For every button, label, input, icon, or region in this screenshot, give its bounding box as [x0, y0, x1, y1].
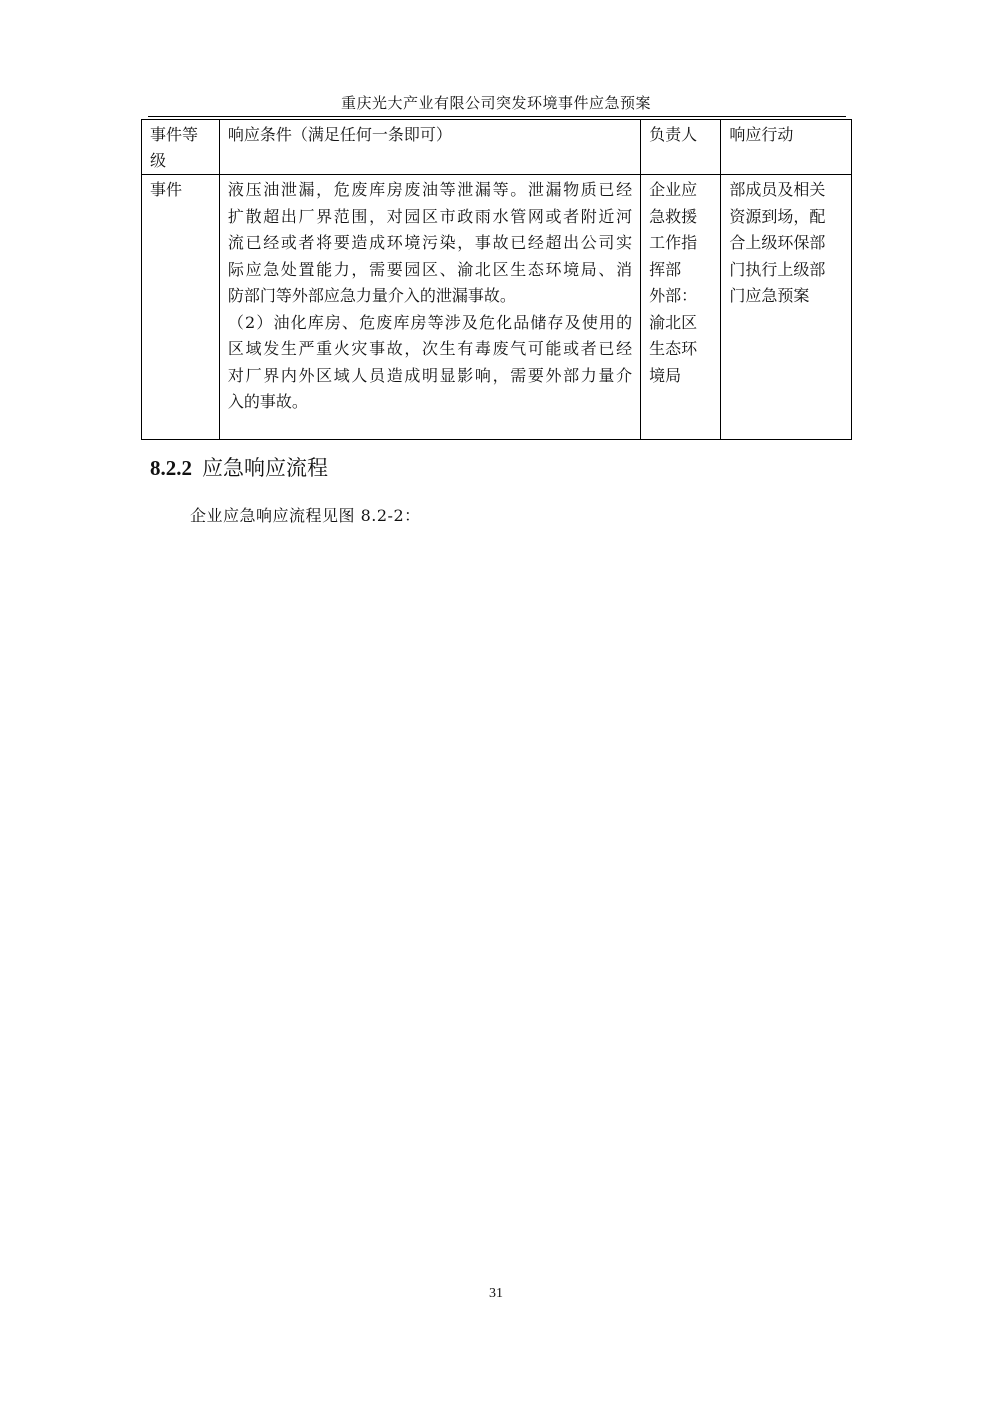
- table-row: [142, 175, 852, 440]
- body-paragraph: 企业应急响应流程见图 8.2-2：: [190, 506, 421, 525]
- conditions-line: 液压油泄漏，危废库房废油等泄漏等。泄漏物质已经: [227, 180, 633, 199]
- level-text: 事件: [150, 180, 183, 199]
- column-header-owner: 负责人: [641, 120, 721, 175]
- owner-line: 急救援: [649, 206, 698, 226]
- section-heading: [150, 452, 328, 482]
- owner-line: 渝北区: [649, 312, 698, 332]
- owner-line: 生态环: [649, 339, 698, 358]
- owner-line: 工作指: [649, 233, 698, 252]
- owner-line: 外部：: [649, 286, 698, 305]
- header-divider: [148, 116, 846, 117]
- cell-action: [721, 175, 852, 440]
- section-title: 应急响应流程: [202, 456, 328, 480]
- section-number: 8.2.2: [150, 456, 192, 480]
- conditions-line: （2）油化库房、危废库房等涉及危化品储存及使用的: [227, 312, 633, 332]
- action-line: 资源到场，配: [729, 206, 826, 226]
- column-header-conditions: 响应条件（满足任何一条即可）: [219, 120, 640, 175]
- owner-line: 挥部: [649, 259, 682, 279]
- conditions-line: 流已经或者将要造成环境污染，事故已经超出公司实: [227, 233, 633, 252]
- cell-conditions: [219, 175, 640, 440]
- conditions-line: 入的事故。: [227, 392, 308, 411]
- action-line: 门应急预案: [729, 286, 810, 305]
- action-line: 部成员及相关: [729, 180, 826, 199]
- page-number: 31: [489, 1286, 503, 1301]
- conditions-line: 防部门等外部应急力量介入的泄漏事故。: [227, 286, 516, 305]
- action-line: 合上级环保部: [729, 233, 826, 252]
- owner-line: 境局: [649, 365, 682, 385]
- action-line: 门执行上级部: [729, 259, 826, 279]
- conditions-line: 扩散超出厂界范围，对园区市政雨水管网或者附近河: [227, 206, 633, 226]
- cell-owner: [641, 175, 721, 440]
- column-header-level: 事件等级: [142, 120, 220, 175]
- table-header-row: [142, 120, 852, 175]
- owner-line: 企业应: [649, 180, 698, 199]
- column-header-action: 响应行动: [721, 120, 852, 175]
- conditions-line: 区域发生严重火灾事故，次生有毒废气可能或者已经: [227, 339, 633, 358]
- page-header-title: 重庆光大产业有限公司突发环境事件应急预案: [340, 94, 651, 112]
- cell-level: [142, 175, 220, 440]
- conditions-line: 对厂界内外区域人员造成明显影响，需要外部力量介: [227, 365, 633, 385]
- conditions-line: 际应急处置能力，需要园区、渝北区生态环境局、消: [227, 259, 633, 279]
- response-table: [141, 119, 852, 440]
